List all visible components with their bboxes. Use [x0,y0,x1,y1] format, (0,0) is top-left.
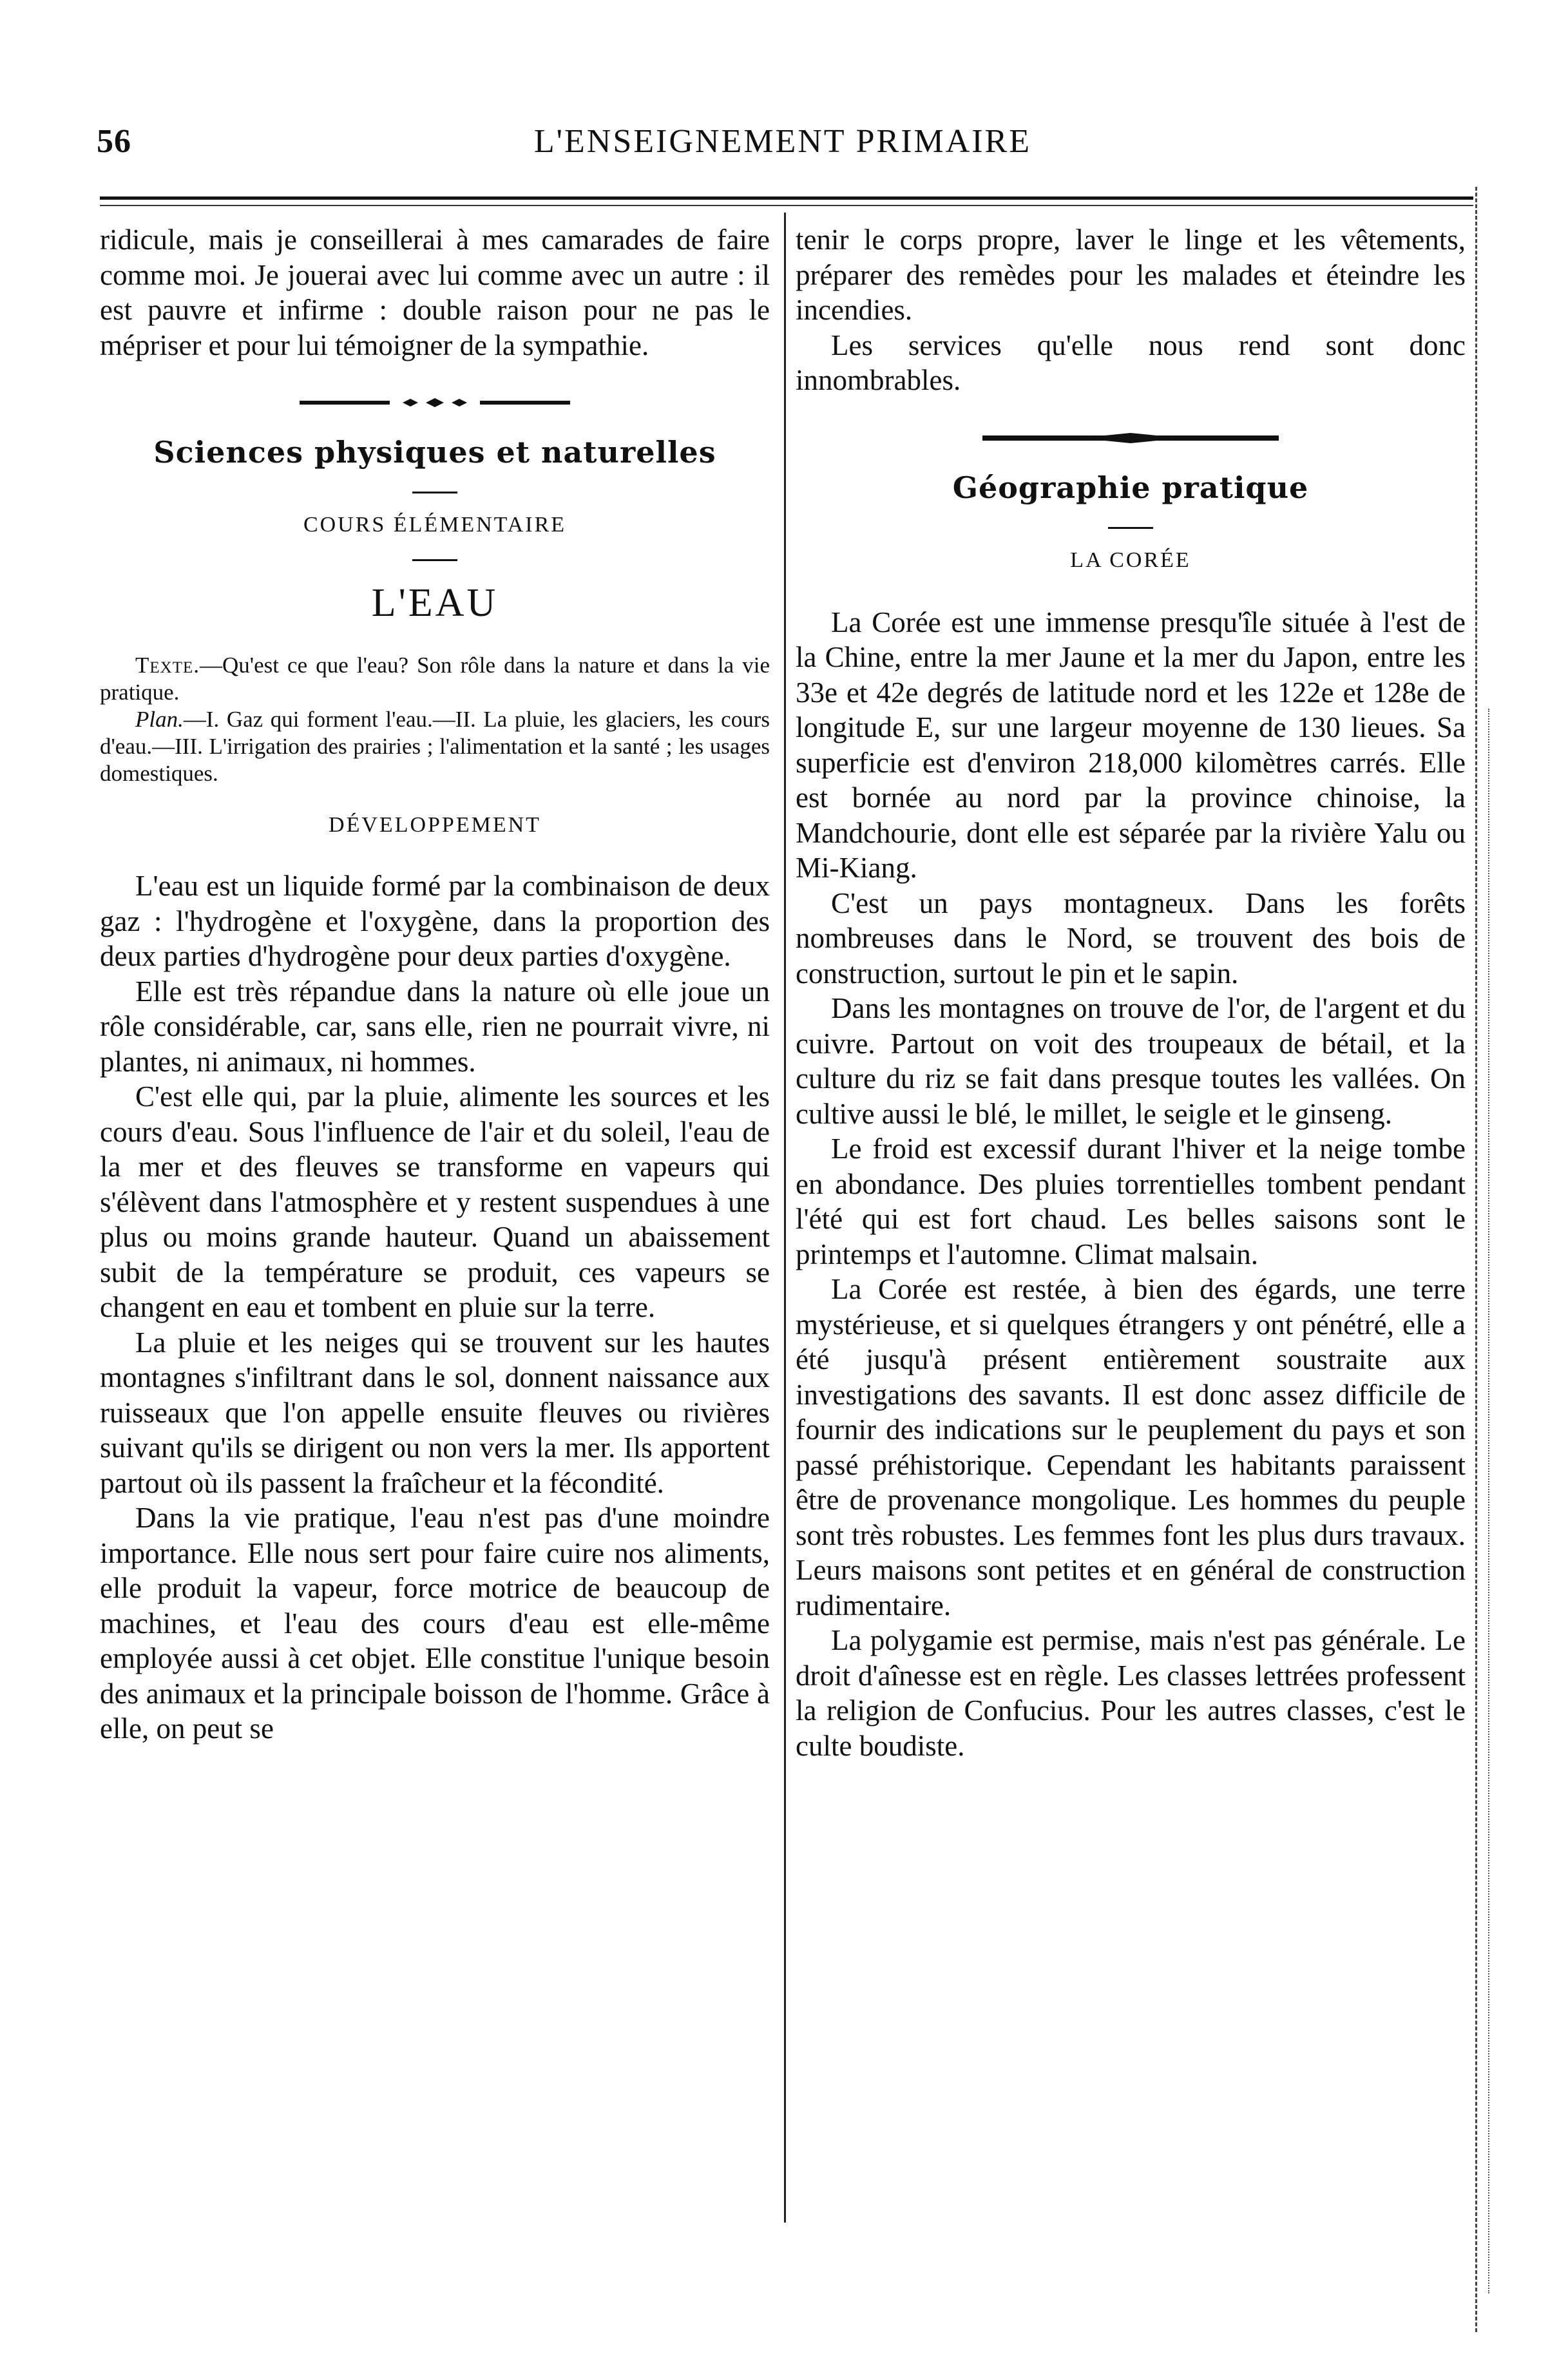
paragraph: Le froid est excessif durant l'hiver et la neige tombe en abondance. Des pluies torrentielles tombent pendant l'été qui est fort chaud. Les belles saisons sont le printemps et l'automne. Climat malsain. [796,1133,1466,1270]
plan-label: Plan. [135,707,184,732]
left-column [100,222,770,1746]
running-head [97,122,1469,180]
paragraph: Dans les montagnes on trouve de l'or, de l'argent et du cuivre. Partout on voit des troupeaux de bétail, et la culture du riz se fait dans presque toutes les vallées. On cultive aussi le blé, le millet, le seigle et le ginseng. [796,992,1466,1130]
short-rule [412,559,457,561]
section-ornament [100,390,770,416]
ornament-rule-icon [300,396,570,409]
section-ornament [796,425,1466,451]
paragraph: Les services qu'elle nous rend sont donc innombrables. [796,329,1466,396]
paragraph: La Corée est restée, à bien des égards, une terre mystérieuse, et si quelques étrangers y ont pénétré, elle a été jusqu'à présent entièrement soustraite aux investigations des savants. Il est donc assez difficile de fournir des indications sur le peuplement du pays et son passé préhistorique. Cependant les habitants paraissent être de provenance mongolique. Les hommes du peuple sont très robustes. Les femmes font les plus durs travaux. Leurs maisons sont petites et en général de construction rudimentaire. [796,1273,1466,1622]
lesson-text-statement [100,652,770,706]
paragraph: L'eau est un liquide formé par la combinaison de deux gaz : l'hydrogène et l'oxygène, dans la proportion des deux parties d'hydrogène pour deux parties d'oxygène. [100,870,770,972]
plan-body: —I. Gaz qui forment l'eau.—II. La pluie, les glaciers, les cours d'eau.—III. L'irrigation des prairies ; l'alimentation et la santé ; les usages domestiques. [100,707,770,786]
section-title-geography: Géographie pratique [952,470,1309,505]
page-number: 56 [97,123,131,160]
texte-body: —Qu'est ce que l'eau? Son rôle dans la nature et dans la vie pratique. [100,653,770,705]
short-rule [412,492,457,493]
lesson-title: L'EAU [371,581,499,625]
texte-label: Texte. [135,653,200,678]
page-edge-dots [1488,709,1489,2293]
paragraph: C'est un pays montagneux. Dans les forêts nombreuses dans le Nord, se trouvent des bois de construction, surtout le pin et le sapin. [796,886,1466,990]
short-rule [1108,527,1153,529]
header-rule-thin [100,205,1473,206]
development-heading: DÉVELOPPEMENT [329,813,541,837]
course-level: COURS ÉLÉMENTAIRE [303,513,567,537]
paragraph: La Corée est une immense presqu'île située à l'est de la Chine, entre la mer Jaune et la mer du Japon, entre les 33e et 42e degrés de latitude nord et les 122e et 128e de longitude E, sur une largeur moyenne de 130 lieues. Sa superficie est d'environ 218,000 kilomètres carrés. Elle est bornée au nord par la province chinoise, la Mandchourie, dont elle est séparée par la rivière Yalu ou Mi-Kiang. [796,606,1466,884]
header-rule [100,196,1473,200]
paragraph: La pluie et les neiges qui se trouvent sur les hautes montagnes s'infiltrant dans le sol, donnent naissance aux ruisseaux que l'on appelle ensuite fleuves ou rivières suivant qu'ils se dirigent ou non vers la mer. Ils apportent partout où ils passent la fraîcheur et la fécondité. [100,1326,770,1499]
section-title-sciences: Sciences physiques et naturelles [153,435,716,470]
paragraph: Dans la vie pratique, l'eau n'est pas d'une moindre importance. Elle nous sert pour faire cuire nos aliments, elle produit la vapeur, force motrice de beaucoup de machines, et l'eau des cours d'eau est elle-même employée aussi à cet objet. Elle constitue l'unique besoin des animaux et la principale boisson de l'homme. Grâce à elle, on peut se [100,1502,770,1745]
paragraph: La polygamie est permise, mais n'est pas générale. Le droit d'aînesse est en règle. Les classes lettrées professent la religion de Confucius. Pour les autres classes, c'est le culte boudiste. [796,1624,1466,1762]
journal-title: L'ENSEIGNEMENT PRIMAIRE [533,123,1032,160]
lesson-plan [100,706,770,787]
page-edge-line [1475,187,1477,2332]
continued-paragraph: ridicule, mais je conseillerai à mes camarades de faire comme moi. Je jouerai avec lui comme avec un autre : il est pauvre et infirme : double raison pour ne pas le mépriser et pour lui témoigner de la sympathie. [100,224,770,361]
column-divider [784,213,786,2223]
continued-paragraph: tenir le corps propre, laver le linge et les vêtements, préparer des remèdes pour les malades et éteindre les incendies. [796,224,1466,326]
paragraph: Elle est très répandue dans la nature où elle joue un rôle considérable, car, sans elle, rien ne pourrait vivre, ni plantes, ni animaux, ni hommes. [100,975,770,1078]
right-column [796,222,1466,1763]
lesson-title-coree: LA CORÉE [1070,548,1191,572]
ornament-rule-icon [982,432,1279,445]
paragraph: C'est elle qui, par la pluie, alimente les sources et les cours d'eau. Sous l'influence de l'air et du soleil, l'eau de la mer et des fleuves se transforme en vapeurs qui s'élèvent dans l'atmosphère et y restent suspendues à une plus ou moins grande hauteur. Quand un abaissement subit de la température se produit, ces vapeurs se changent en eau et tombent en pluie sur la terre. [100,1080,770,1323]
